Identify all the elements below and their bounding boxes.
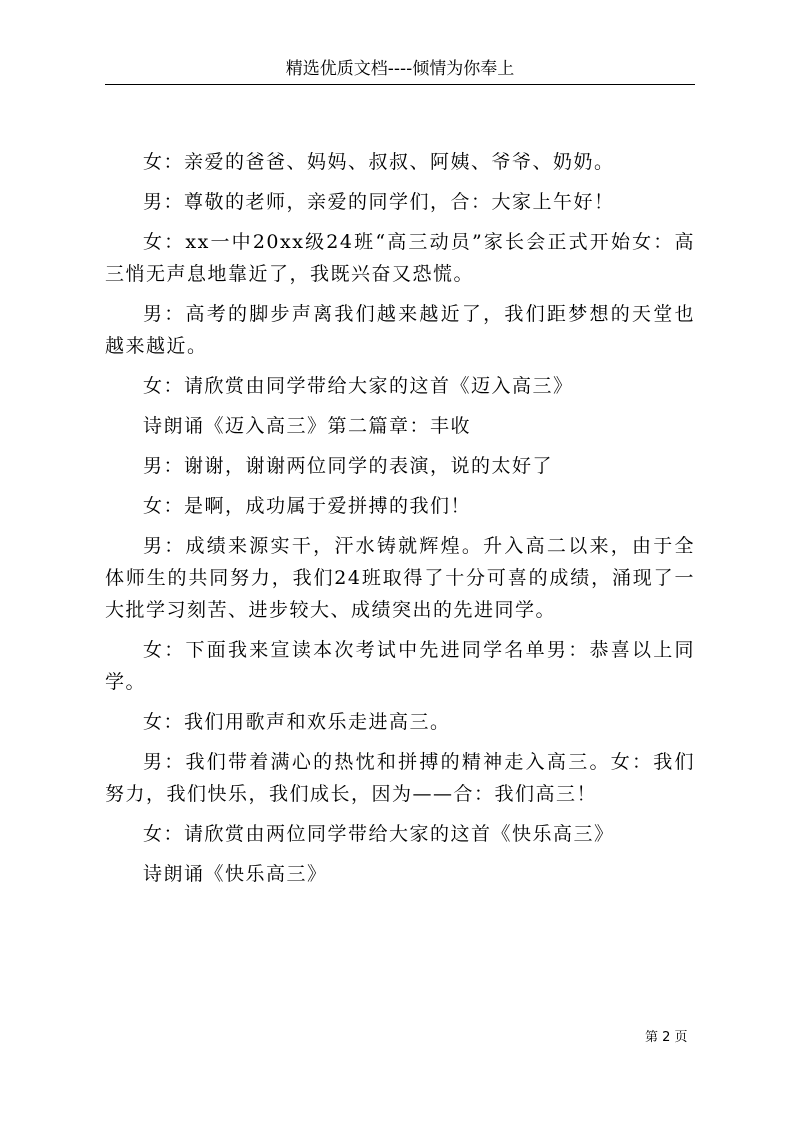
header-divider [105, 84, 695, 85]
paragraph: 诗朗诵《快乐高三》 [143, 863, 328, 885]
paragraph: 男：尊敬的老师，亲爱的同学们，合：大家上午好！ [143, 191, 615, 213]
page-header-title: 精选优质文档----倾情为你奉上 [285, 59, 515, 79]
paragraph: 女：请欣赏由同学带给大家的这首《迈入高三》 [143, 375, 574, 397]
paragraph: 女：xx一中20xx级24班“高三动员”家长会正式开始女：高三悄无声息地靠近了，我既兴奋又恐慌。 [105, 231, 695, 285]
paragraph: 男：高考的脚步声离我们越来越近了，我们距梦想的天堂也越来越近。 [105, 303, 695, 357]
paragraph: 女：我们用歌声和欢乐走进高三。 [143, 711, 451, 733]
document-body [105, 146, 695, 898]
paragraph: 男：谢谢，谢谢两位同学的表演，说的太好了 [143, 455, 554, 477]
paragraph: 诗朗诵《迈入高三》第二篇章：丰收 [143, 415, 472, 437]
paragraph: 女：请欣赏由两位同学带给大家的这首《快乐高三》 [143, 823, 615, 845]
paragraph: 女：亲爱的爸爸、妈妈、叔叔、阿姨、爷爷、奶奶。 [143, 151, 615, 173]
paragraph: 男：成绩来源实干，汗水铸就辉煌。升入高二以来，由于全体师生的共同努力，我们24班取得了十分可喜的成绩，涌现了一大批学习刻苦、进步较大、成绩突出的先进同学。 [105, 535, 695, 621]
paragraph: 男：我们带着满心的热忱和拼搏的精神走入高三。女：我们努力，我们快乐，我们成长，因为——合：我们高三！ [105, 751, 695, 805]
paragraph: 女：下面我来宣读本次考试中先进同学名单男：恭喜以上同学。 [105, 639, 695, 693]
page-number: 第 2 页 [645, 1030, 688, 1045]
paragraph: 女：是啊，成功属于爱拼搏的我们！ [143, 495, 472, 517]
